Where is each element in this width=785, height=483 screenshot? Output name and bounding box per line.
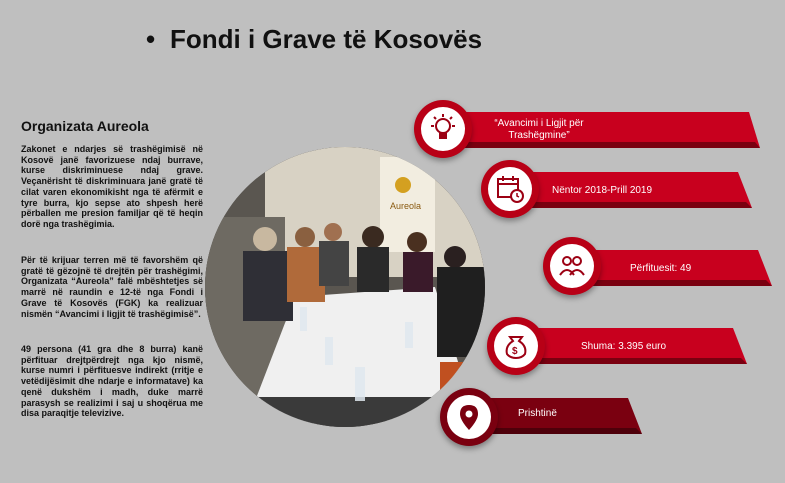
info-label-initiative: “Avancimi i Ligjit për Trashëgmine” <box>494 118 584 141</box>
info-row-period <box>510 172 752 208</box>
title-bullet: • <box>146 24 156 54</box>
svg-text:$: $ <box>512 346 518 357</box>
info-label-period: Nëntor 2018-Prill 2019 <box>552 185 653 196</box>
info-row-initiative <box>437 112 760 148</box>
info-row-beneficiaries <box>572 250 772 286</box>
info-label-amount: Shuma: 3.395 euro <box>581 341 667 352</box>
page-title-text: Fondi i Grave të Kosovës <box>170 24 483 54</box>
people-icon <box>543 237 601 295</box>
info-label-beneficiaries: Përfituesit: 49 <box>630 263 692 274</box>
organization-title: Organizata Aureola <box>21 118 149 134</box>
paragraph-1: Zakonet e ndarjes së trashëgimisë në Kosovë janë favorizuese ndaj burrave, kurse diskriminuese ndaj grave. Veçanërisht të diskriminuara janë gratë të cilat varen ekonomikisht nga të afërmit e tyre burra, kjo sepse ato shpesh herë përballen me presion familjar që të heqin dorë nga trashëgimia. <box>21 144 203 229</box>
calendar-clock-icon <box>481 160 539 218</box>
info-label-location: Prishtinë <box>518 408 557 419</box>
location-pin-icon <box>440 388 498 446</box>
paragraph-2: Për të krijuar terren më të favorshëm që gratë të gëzojnë të drejtën për trashëgimi, Organizata “Aureola” falë mbështetjes së marrë në raundin e 12-të nga Fondi i Grave të Kosovës (FGK) ka realizuar nismën “Avancimi i ligjit të trashëgimisë”. <box>21 255 203 319</box>
meeting-photo <box>205 147 485 427</box>
money-bag-icon <box>487 317 545 375</box>
banner-sign: Aureola <box>390 201 422 211</box>
lightbulb-icon <box>414 100 472 158</box>
info-row-amount <box>515 328 747 364</box>
page-title <box>146 24 482 55</box>
paragraph-3: 49 persona (41 gra dhe 8 burra) kanë përfituar drejtpërdrejt nga kjo nismë, kurse numri i përfituesve indirekt (rritje e vetëdijësimit dhe ndarje e informatave) ka qenë dukshëm i madh, duke marrë parasysh se realizimi i saj u shoqërua me disa paraqitje televizive. <box>21 344 203 419</box>
